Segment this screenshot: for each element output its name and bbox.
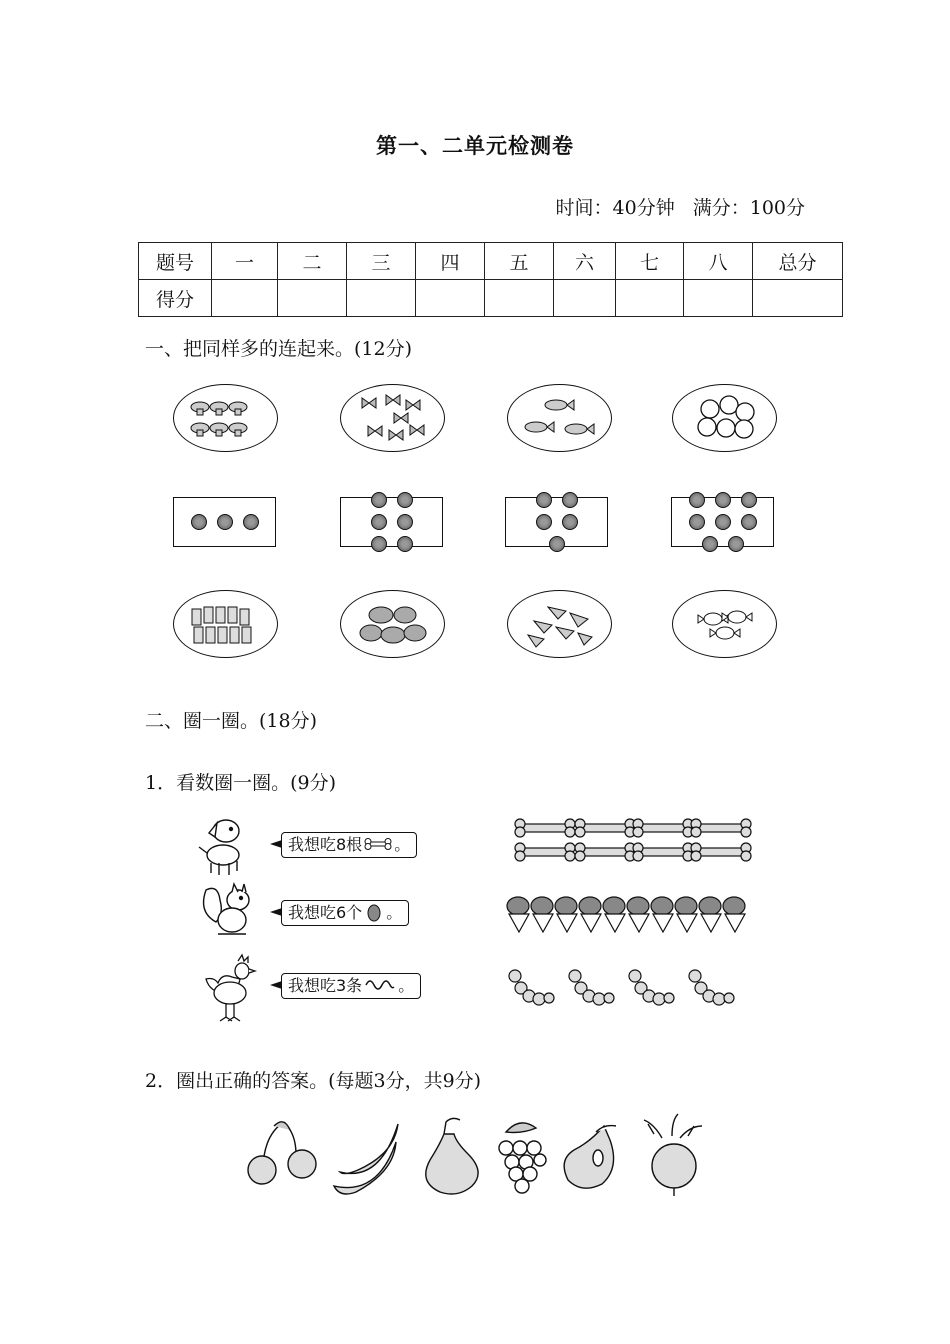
score-input-cell[interactable] — [485, 280, 554, 317]
score-input-cell[interactable] — [278, 280, 347, 317]
pinecone-icon — [651, 897, 673, 932]
dot-icon — [562, 492, 578, 508]
score-cell: 一 — [212, 243, 278, 280]
worm-icon — [629, 970, 674, 1005]
score-label-cell: 得分 — [139, 280, 212, 317]
pinecone-icon — [531, 897, 553, 932]
dot-icon — [217, 514, 233, 530]
fruits-row — [244, 1112, 724, 1196]
bubble-text: 我想吃3条 — [288, 976, 363, 995]
worm-icon — [569, 970, 614, 1005]
full-score: 满分：100分 — [692, 197, 805, 219]
bone-icon — [515, 819, 575, 837]
plate-fish — [507, 384, 612, 452]
pinecone-icon — [699, 897, 721, 932]
rooster-icon — [200, 955, 262, 1027]
squirrel-icon — [196, 882, 260, 946]
bone-icon — [633, 843, 693, 861]
speech-bubble-rooster — [281, 973, 421, 999]
plate-butterflies — [340, 384, 445, 452]
score-table — [138, 242, 843, 317]
score-cell: 三 — [347, 243, 416, 280]
dot-icon — [728, 536, 744, 552]
fish-icon — [508, 385, 611, 451]
section1-heading: 一、把同样多的连起来。(12分) — [145, 338, 413, 360]
bone-icon — [691, 819, 751, 837]
plate-cakes — [507, 590, 612, 658]
score-table-score-row — [139, 280, 843, 317]
grapes-icon — [499, 1123, 546, 1193]
cherry-icon — [248, 1122, 316, 1184]
dot-icon — [191, 514, 207, 530]
bone-icon — [691, 843, 751, 861]
score-input-cell[interactable] — [684, 280, 753, 317]
speech-bubble-squirrel — [281, 900, 409, 926]
bottle-icon — [174, 591, 277, 657]
q1-heading: 1．看数圈一圈。(9分) — [145, 772, 337, 794]
bubble-text: 我想吃8根 — [288, 835, 363, 854]
q2-heading: 2．圈出正确的答案。(每题3分，共9分) — [145, 1070, 482, 1092]
radish-icon — [644, 1114, 702, 1196]
score-input-cell[interactable] — [616, 280, 684, 317]
score-input-cell[interactable] — [554, 280, 616, 317]
bone-icon — [364, 838, 392, 850]
page-title: 第一、二单元检测卷 — [376, 133, 574, 158]
mushroom-icon — [174, 385, 277, 451]
pinecone-icon — [627, 897, 649, 932]
dot-box-5 — [505, 497, 608, 547]
dot-icon — [741, 492, 757, 508]
bone-icon — [575, 843, 635, 861]
apple-icon — [673, 385, 776, 451]
butterfly-icon — [341, 385, 444, 451]
pinecone-icon — [555, 897, 577, 932]
score-cell: 四 — [416, 243, 485, 280]
score-cell: 五 — [485, 243, 554, 280]
potato-icon — [341, 591, 444, 657]
dot-icon — [397, 536, 413, 552]
score-input-cell[interactable] — [347, 280, 416, 317]
score-cell: 题号 — [139, 243, 212, 280]
pinecones-group — [505, 890, 755, 936]
bubble-period: 。 — [398, 976, 415, 995]
bone-icon — [515, 843, 575, 861]
worms-group — [505, 962, 755, 1010]
dot-icon — [702, 536, 718, 552]
pinecone-icon — [603, 897, 625, 932]
dot-icon — [371, 492, 387, 508]
pinecone-icon — [675, 897, 697, 932]
exam-meta — [538, 193, 805, 220]
dot-icon — [689, 514, 705, 530]
score-input-cell[interactable] — [416, 280, 485, 317]
plate-potatoes — [340, 590, 445, 658]
speech-bubble-dog — [281, 832, 417, 858]
eggplant-icon — [564, 1126, 616, 1189]
worm-icon — [509, 970, 554, 1005]
dot-icon — [715, 492, 731, 508]
pinecone-icon — [723, 897, 745, 932]
score-input-cell[interactable] — [212, 280, 278, 317]
dot-icon — [741, 514, 757, 530]
dot-icon — [397, 492, 413, 508]
dot-icon — [715, 514, 731, 530]
dot-icon — [549, 536, 565, 552]
plate-mushrooms — [173, 384, 278, 452]
section2-heading: 二、圈一圈。(18分) — [145, 710, 318, 732]
time-limit: 时间：40分钟 — [555, 197, 675, 219]
pinecone-icon — [507, 897, 529, 932]
plate-apples — [672, 384, 777, 452]
score-cell: 总分 — [753, 243, 843, 280]
plate-candies — [672, 590, 777, 658]
dot-icon — [689, 492, 705, 508]
score-cell: 二 — [278, 243, 347, 280]
worm-icon — [364, 977, 396, 991]
dot-icon — [371, 514, 387, 530]
bubble-text: 我想吃6个 — [288, 903, 363, 922]
banana-icon — [334, 1124, 398, 1194]
bone-icon — [633, 819, 693, 837]
dot-box-8 — [671, 497, 774, 547]
worm-icon — [689, 970, 734, 1005]
bone-icon — [575, 819, 635, 837]
dot-icon — [536, 492, 552, 508]
pear-icon — [426, 1118, 478, 1194]
dot-box-3 — [173, 497, 276, 547]
dot-icon — [243, 514, 259, 530]
dot-icon — [371, 536, 387, 552]
score-cell: 六 — [554, 243, 616, 280]
dog-icon — [193, 815, 255, 881]
candy-icon — [673, 591, 776, 657]
dot-icon — [536, 514, 552, 530]
score-input-cell[interactable] — [753, 280, 843, 317]
dot-icon — [562, 514, 578, 530]
pinecone-icon — [579, 897, 601, 932]
bones-group — [515, 818, 755, 866]
plate-bottles — [173, 590, 278, 658]
cake-icon — [508, 591, 611, 657]
bubble-period: 。 — [394, 835, 411, 854]
bubble-period: 。 — [386, 903, 403, 922]
score-cell: 八 — [684, 243, 753, 280]
score-cell: 七 — [616, 243, 684, 280]
pinecone-icon — [364, 902, 384, 922]
score-table-header-row — [139, 243, 843, 280]
dot-icon — [397, 514, 413, 530]
dot-box-6 — [340, 497, 443, 547]
